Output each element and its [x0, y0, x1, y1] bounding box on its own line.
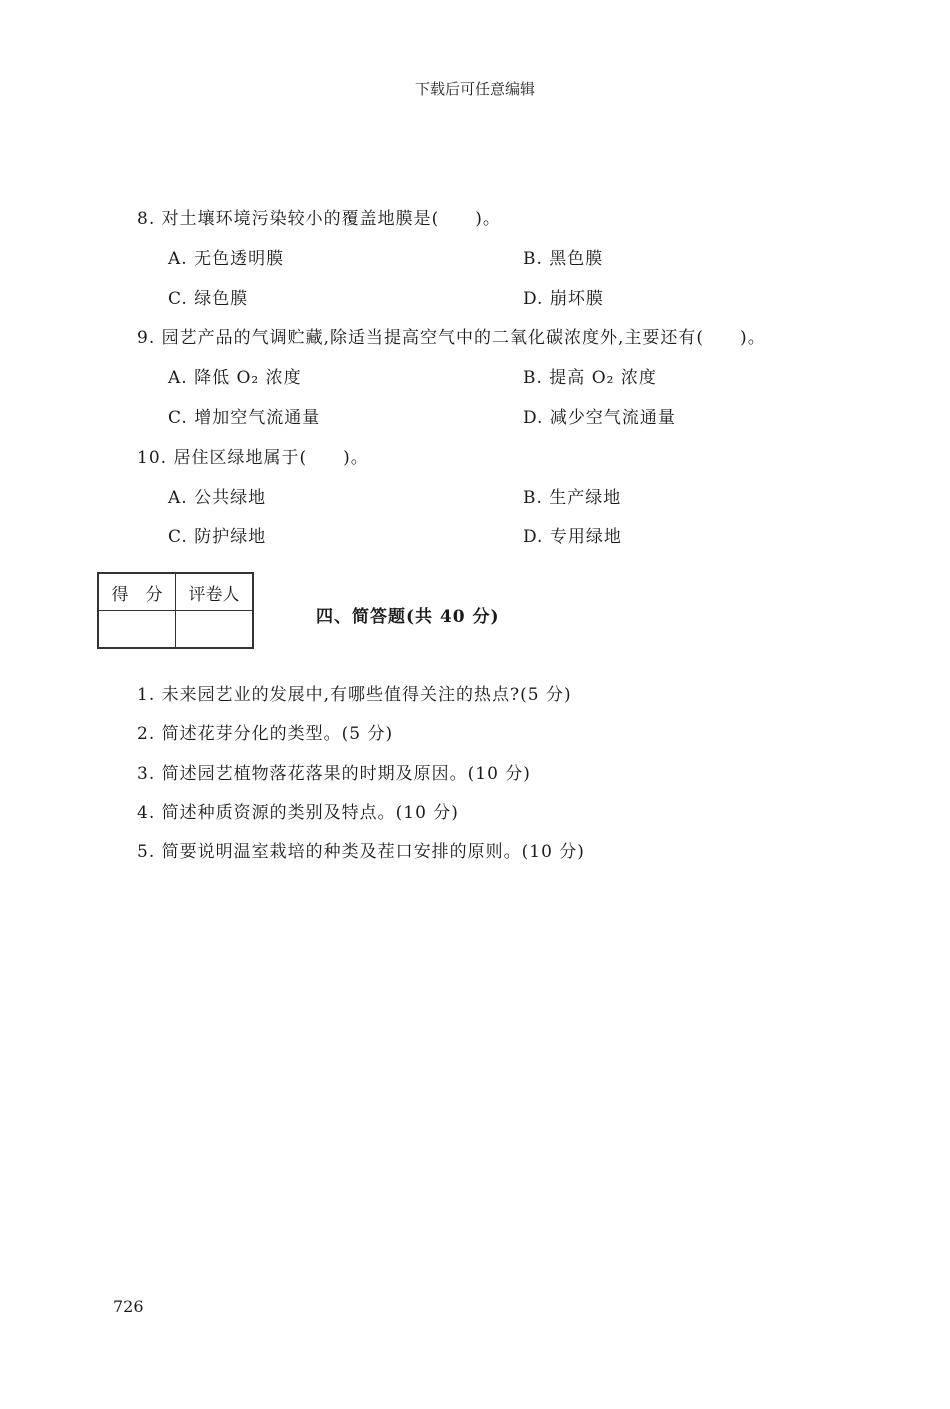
score-cell	[98, 611, 176, 649]
question-10-stem: 10. 居住区绿地属于( )。	[137, 448, 369, 468]
question-8-option-c: C. 绿色膜	[168, 289, 249, 309]
question-9-stem: 9. 园艺产品的气调贮藏,除适当提高空气中的二氧化碳浓度外,主要还有( )。	[137, 328, 766, 348]
question-8-option-a: A. 无色透明膜	[168, 249, 285, 269]
question-8-option-d: D. 崩坏膜	[523, 289, 604, 309]
question-10-option-c: C. 防护绿地	[168, 527, 267, 547]
question-10-option-b: B. 生产绿地	[523, 488, 622, 508]
short-answer-4: 4. 简述种质资源的类别及特点。(10 分)	[137, 803, 459, 823]
section-title: 四、简答题(共 40 分)	[316, 607, 500, 627]
question-9-option-c: C. 增加空气流通量	[168, 408, 321, 428]
question-8-stem: 8. 对土壤环境污染较小的覆盖地膜是( )。	[137, 209, 501, 229]
page-header: 下载后可任意编辑	[414, 80, 535, 98]
grader-cell	[176, 611, 254, 649]
score-box	[97, 572, 254, 649]
question-10-option-a: A. 公共绿地	[168, 488, 267, 508]
short-answer-5: 5. 简要说明温室栽培的种类及茬口安排的原则。(10 分)	[137, 842, 585, 862]
score-header: 得 分	[98, 573, 176, 611]
grader-header: 评卷人	[176, 573, 254, 611]
question-8-option-b: B. 黑色膜	[523, 249, 604, 269]
question-10-option-d: D. 专用绿地	[523, 527, 622, 547]
question-9-option-a: A. 降低 O₂ 浓度	[168, 368, 302, 388]
question-9-option-d: D. 减少空气流通量	[523, 408, 676, 428]
short-answer-1: 1. 未来园艺业的发展中,有哪些值得关注的热点?(5 分)	[137, 685, 572, 705]
page-number: 726	[113, 1297, 144, 1316]
short-answer-2: 2. 简述花芽分化的类型。(5 分)	[137, 724, 394, 744]
question-9-option-b: B. 提高 O₂ 浓度	[523, 368, 657, 388]
short-answer-3: 3. 简述园艺植物落花落果的时期及原因。(10 分)	[137, 764, 531, 784]
